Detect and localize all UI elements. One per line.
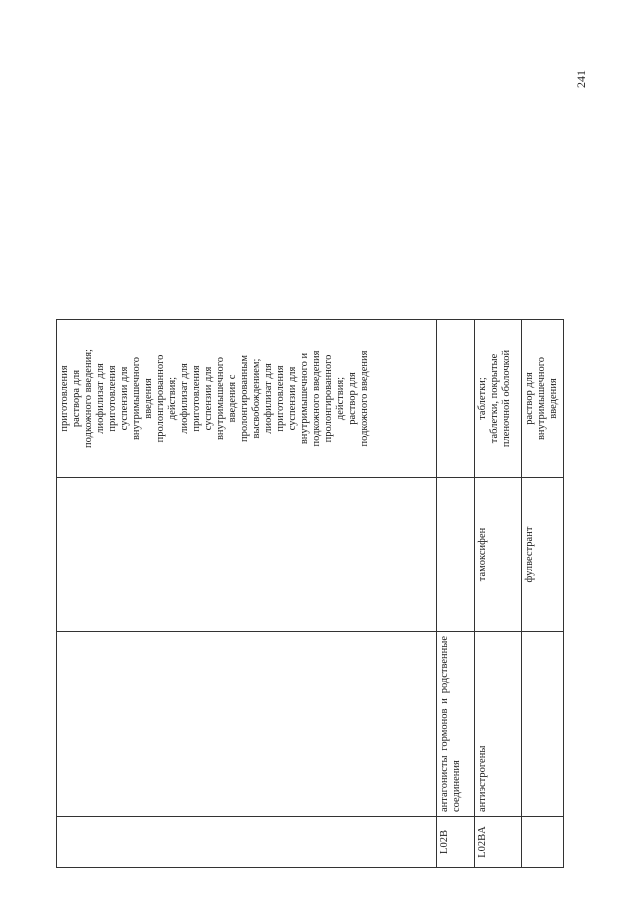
dosage-form-line: введения с — [227, 374, 238, 423]
dosage-form-line: пленочной оболочкой — [501, 349, 512, 448]
dosage-form-line: приготовления — [107, 365, 118, 432]
table-row — [437, 320, 475, 868]
drug-name-cell: тамоксифен — [475, 478, 522, 632]
dosage-form-line: приготовления — [59, 365, 70, 432]
dosage-form-line: раствор для — [347, 372, 358, 425]
dosage-form-line: действия; — [335, 376, 346, 421]
dosage-form-line: пролонгированного — [323, 354, 334, 443]
drug-table-container — [56, 320, 563, 868]
dosage-form-line: раствора для — [71, 369, 82, 428]
pharm-group-cell — [57, 632, 437, 817]
pharm-group-cell — [522, 632, 564, 817]
dosage-form-cell — [437, 320, 475, 478]
atc-code-cell — [57, 817, 437, 868]
dosage-form-line: внутримышечного — [131, 356, 142, 441]
table-row — [522, 320, 564, 868]
dosage-form-cell — [522, 320, 564, 478]
drug-table — [56, 319, 564, 868]
dosage-form-line: внутримышечного — [215, 356, 226, 441]
dosage-form-line: лиофилизат для — [263, 363, 274, 434]
dosage-form-line: пролонгированного — [155, 354, 166, 443]
dosage-form-line: подкожного введения; — [83, 349, 94, 448]
dosage-form-line: внутримышечного и — [299, 352, 310, 445]
drug-name-cell — [57, 478, 437, 632]
atc-code-cell — [522, 817, 564, 868]
dosage-form-line: пролонгированным — [239, 355, 250, 442]
drug-name-cell: фулвестрант — [522, 478, 564, 632]
dosage-form-line: подкожного введения — [311, 350, 322, 447]
table-row-continued — [57, 320, 437, 868]
dosage-form-line: внутримышечного — [536, 356, 547, 441]
dosage-form-cell — [475, 320, 522, 478]
dosage-form-line: лиофилизат для — [95, 363, 106, 434]
dosage-form-line: раствор для — [524, 372, 535, 425]
dosage-form-line: высвобождением; — [251, 358, 262, 439]
pharm-group-cell: антагонисты гормонов и родственные соединения — [437, 632, 475, 817]
pharm-group-cell: антиэстрогены — [475, 632, 522, 817]
table-row — [475, 320, 522, 868]
dosage-form-line: введения — [548, 378, 559, 419]
dosage-form-line: приготовления — [275, 365, 286, 432]
drug-name-cell — [437, 478, 475, 632]
dosage-form-line: суспензии для — [287, 366, 298, 431]
dosage-form-line: подкожного введения — [359, 350, 370, 447]
atc-code-cell: L02B — [437, 817, 475, 868]
dosage-form-line: лиофилизат для — [179, 363, 190, 434]
dosage-form-line: введения — [143, 378, 154, 419]
dosage-form-cell — [57, 320, 437, 478]
atc-code-cell: L02BA — [475, 817, 522, 868]
page-number: 241 — [574, 70, 588, 88]
dosage-form-line: суспензии для — [203, 366, 214, 431]
dosage-form-line: таблетки, покрытые — [489, 353, 500, 444]
dosage-form-line: таблетки; — [477, 377, 488, 420]
dosage-form-line: приготовления — [191, 365, 202, 432]
dosage-form-line: действия; — [167, 376, 178, 421]
dosage-form-line: суспензии для — [119, 366, 130, 431]
